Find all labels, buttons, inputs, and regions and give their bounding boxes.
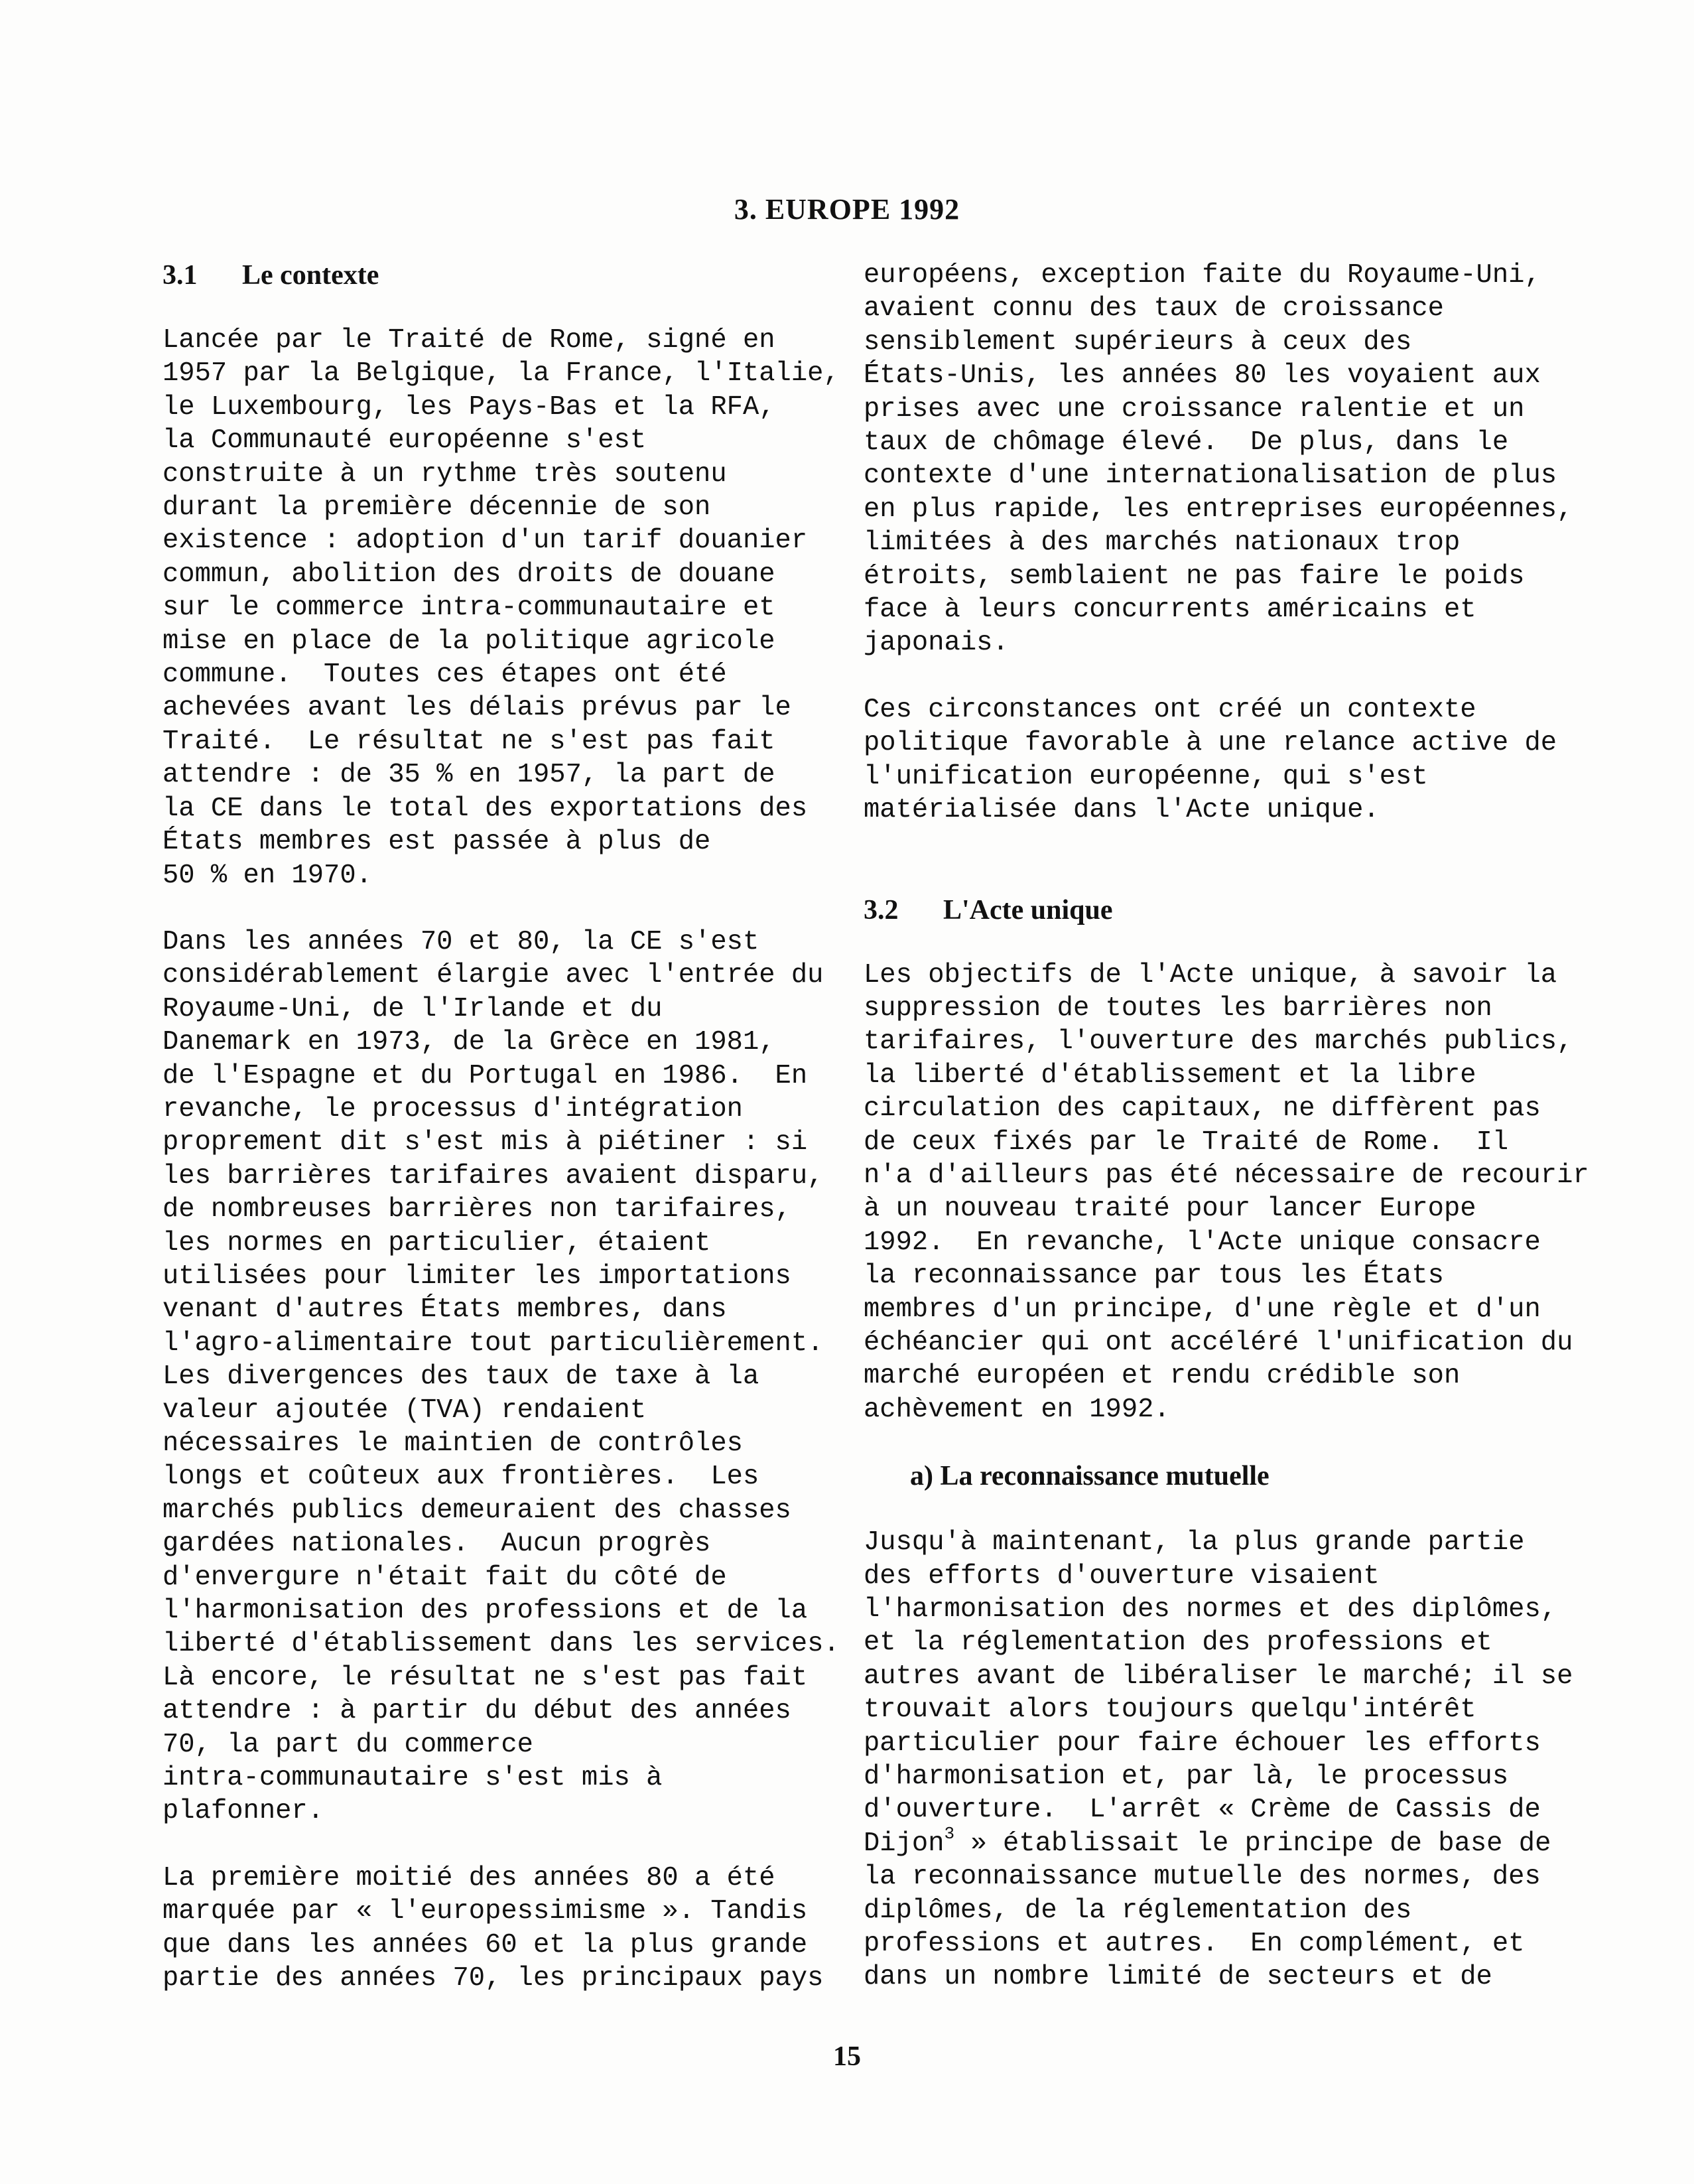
text-line: marquée par « l'europessimisme ». Tandis [163,1896,808,1927]
text-line: 70, la part du commerce [163,1729,533,1760]
text-line: les barrières tarifaires avaient disparu, [163,1160,824,1192]
text-line: partie des années 70, les principaux pays [163,1963,824,1994]
text-line: en plus rapide, les entreprises européennes, [864,494,1573,525]
text-line: 50 % en 1970. [163,860,372,891]
text-line: n'a d'ailleurs pas été nécessaire de recourir [864,1160,1589,1191]
text-line: Ces circonstances ont créé un contexte [864,694,1476,725]
text-line: de nombreuses barrières non tarifaires, [163,1194,791,1225]
text-line: sur le commerce intra-communautaire et [163,592,775,624]
text-line: commun, abolition des droits de douane [163,559,775,590]
text-line: l'agro-alimentaire tout particulièrement. [163,1328,824,1359]
text-line: contexte d'une internationalisation de plus [864,460,1557,492]
text-line: les normes en particulier, étaient [163,1227,711,1259]
paragraph [864,959,1589,1427]
text-line: l'harmonisation des normes et des diplômes, [864,1594,1557,1625]
paragraph [163,324,840,892]
text-line: Dans les années 70 et 80, la CE s'est [163,926,759,957]
text-line [864,1823,1551,1860]
text-line: européens, exception faite du Royaume-Uni, [864,260,1541,291]
text-line: taux de chômage élevé. De plus, dans le [864,427,1509,458]
text-line: étroits, semblaient ne pas faire le poids [864,561,1525,592]
text-line: échéancier qui ont accéléré l'unification du [864,1327,1573,1358]
text-line: d'harmonisation et, par là, le processus [864,1761,1509,1793]
text-line: politique favorable à une relance active de [864,728,1557,759]
text-line: la reconnaissance par tous les États [864,1261,1444,1292]
text-line: diplômes, de la réglementation des [864,1895,1412,1926]
text-line: intra-communautaire s'est mis à [163,1763,663,1794]
text-line: la CE dans le total des exportations des [163,793,808,824]
text-line: revanche, le processus d'intégration [163,1093,743,1125]
text-line: tarifaires, l'ouverture des marchés publics, [864,1026,1573,1058]
section-title: Le contexte [242,260,379,291]
text-line: à un nouveau traité pour lancer Europe [864,1194,1476,1225]
text-line: mise en place de la politique agricole [163,626,775,657]
text-line: professions et autres. En complément, et [864,1929,1525,1960]
text-line: dans un nombre limité de secteurs et de [864,1962,1492,1993]
text-line: Les divergences des taux de taxe à la [163,1361,759,1393]
text-fragment: » établissait le principe de base de [954,1828,1551,1859]
paragraph [864,1526,1573,1994]
section-number: 3.1 [163,260,198,291]
footnote-marker: 3 [944,1823,955,1844]
text-line: prises avec une croissance ralentie et un [864,393,1525,425]
text-line: attendre : à partir du début des années [163,1696,791,1727]
right-column [864,259,1589,1994]
text-line: de ceux fixés par le Traité de Rome. Il [864,1126,1509,1158]
text-line: valeur ajoutée (TVA) rendaient [163,1395,647,1426]
text-line: considérablement élargie avec l'entrée du [163,960,824,991]
text-line: et la réglementation des professions et [864,1627,1492,1659]
text-line: 1957 par la Belgique, la France, l'Italie, [163,358,840,389]
paragraph-lines [864,1526,1573,1827]
text-line: plafonner. [163,1796,324,1827]
text-line: Les objectifs de l'Acte unique, à savoir la [864,959,1557,990]
text-line: commune. Toutes ces étapes ont été [163,659,727,691]
text-line: marché européen et rendu crédible son [864,1361,1461,1392]
text-line: durant la première décennie de son [163,492,711,523]
text-line: la reconnaissance mutuelle des normes, des [864,1862,1541,1893]
text-line: Traité. Le résultat ne s'est pas fait [163,726,775,757]
text-line: autres avant de libéraliser le marché; il se [864,1661,1573,1692]
paragraph [163,925,840,1828]
text-line: Danemark en 1973, de la Grèce en 1981, [163,1027,775,1058]
text-line: utilisées pour limiter les importations [163,1261,791,1292]
text-line: 1992. En revanche, l'Acte unique consacre [864,1227,1541,1258]
text-line: matérialisée dans l'Acte unique. [864,795,1380,826]
text-line: d'envergure n'était fait du côté de [163,1562,727,1593]
section-heading-3-1 [163,259,832,292]
text-line: la Communauté européenne s'est [163,425,647,456]
text-line: japonais. [864,628,1009,659]
text-line: avaient connu des taux de croissance [864,293,1444,324]
text-line: circulation des capitaux, ne diffèrent pas [864,1093,1541,1125]
text-line: États-Unis, les années 80 les voyaient aux [864,360,1541,391]
subsection-heading-a: a) La reconnaissance mutuelle [910,1461,1270,1492]
section-title: L'Acte unique [943,894,1113,925]
section-heading-3-2 [864,894,1533,927]
text-line: Lancée par le Traité de Rome, signé en [163,325,775,356]
text-line: marchés publics demeuraient des chasses [163,1495,791,1526]
text-fragment: Dijon [864,1828,945,1859]
text-line: que dans les années 60 et la plus grande [163,1929,808,1960]
paragraph [163,1862,832,1996]
text-line: existence : adoption d'un tarif douanier [163,525,808,557]
text-line: États membres est passée à plus de [163,827,711,858]
text-line: construite à un rythme très soutenu [163,458,727,490]
text-line: d'ouverture. L'arrêt « Crème de Cassis de [864,1795,1541,1826]
text-line: Là encore, le résultat ne s'est pas fait [163,1662,808,1693]
chapter-title: 3. EUROPE 1992 [734,193,960,226]
text-line: achèvement en 1992. [864,1394,1170,1425]
text-line: la liberté d'établissement et la libre [864,1059,1476,1091]
section-number: 3.2 [864,894,899,925]
text-line: de l'Espagne et du Portugal en 1986. En [163,1060,808,1091]
text-line: longs et coûteux aux frontières. Les [163,1462,759,1493]
text-line: face à leurs concurrents américains et [864,594,1476,626]
text-line: La première moitié des années 80 a été [163,1862,775,1893]
text-line: le Luxembourg, les Pays-Bas et la RFA, [163,391,775,423]
text-line: nécessaires le maintien de contrôles [163,1428,743,1459]
text-line: proprement dit s'est mis à piétiner : si [163,1127,808,1158]
text-line: achevées avant les délais prévus par le [163,693,791,724]
text-line: venant d'autres États membres, dans [163,1294,727,1326]
left-column [163,259,840,1996]
paragraph [864,693,1557,827]
text-line: attendre : de 35 % en 1957, la part de [163,760,775,791]
text-line: suppression de toutes les barrières non [864,992,1492,1024]
paragraph [864,259,1573,660]
text-line: sensiblement supérieurs à ceux des [864,326,1412,358]
text-line: limitées à des marchés nationaux trop [864,527,1461,559]
page-number: 15 [833,2041,861,2072]
text-line: l'unification européenne, qui s'est [864,761,1428,792]
text-line: particulier pour faire échouer les efforts [864,1728,1541,1759]
text-line: trouvait alors toujours quelqu'intérêt [864,1694,1476,1726]
text-line: liberté d'établissement dans les services. [163,1629,840,1660]
text-line: Royaume-Uni, de l'Irlande et du [163,993,663,1024]
text-line: Jusqu'à maintenant, la plus grande partie [864,1527,1525,1558]
text-line: gardées nationales. Aucun progrès [163,1529,711,1560]
text-line: l'harmonisation des professions et de la [163,1596,808,1627]
paragraph-lines [864,1860,1541,1994]
text-line: membres d'un principe, d'une règle et d'un [864,1294,1541,1325]
text-line: des efforts d'ouverture visaient [864,1560,1380,1592]
